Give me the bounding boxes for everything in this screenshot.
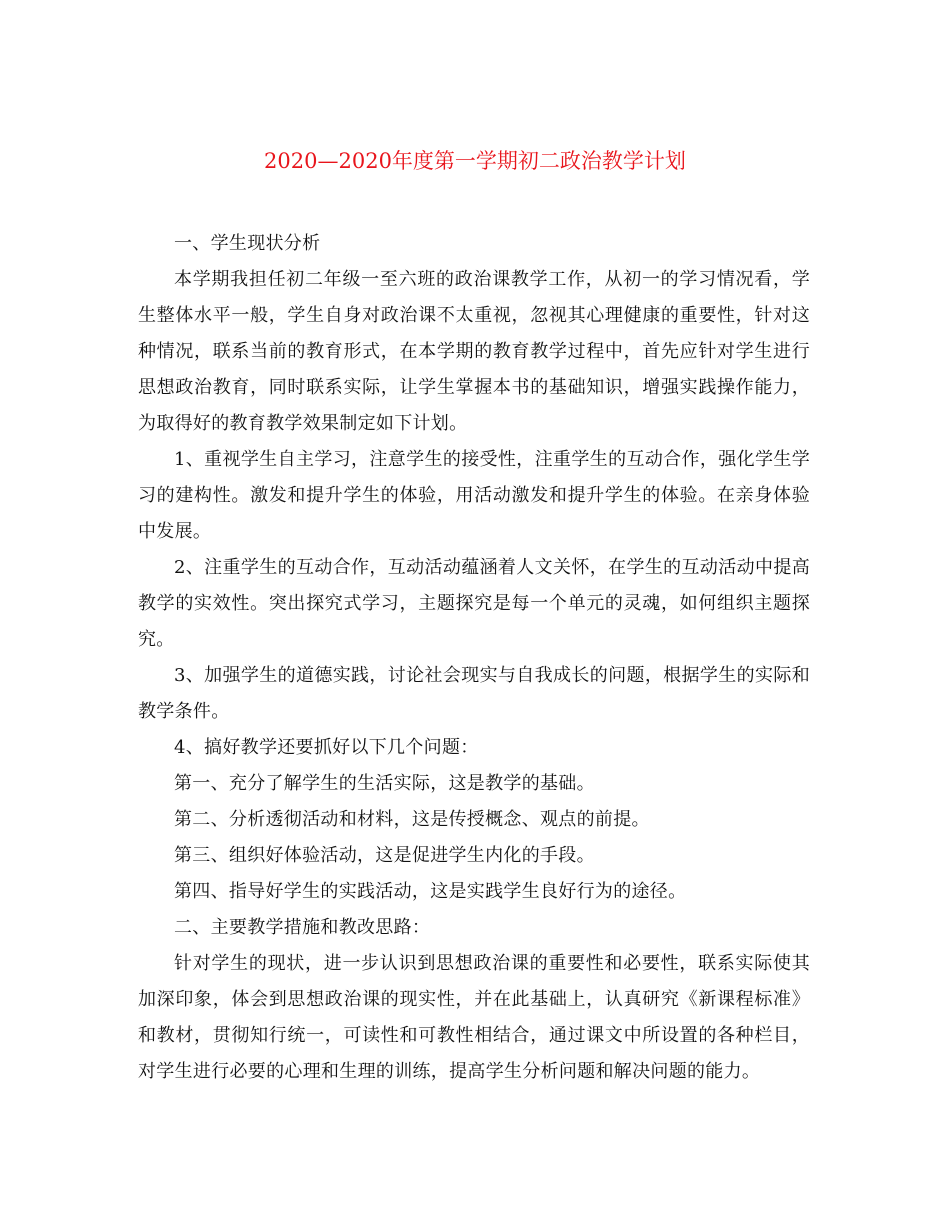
paragraph-point-4: 4、搞好教学还要抓好以下几个问题： — [174, 737, 479, 758]
section-heading-student-status: 一、学生现状分析 — [174, 233, 321, 254]
paragraph-status-analysis: 本学期我担任初二年级一至六班的政治课教学工作，从初一的学习情况看，学生整体水平一般，学生自身对政治课不太重视，忽视其心理健康的重要性，针对这种情况，联系当前的教育形式，在本学期的教育教学过程中，首先应针对学生进行思想政治教育，同时联系实际，让学生掌握本书的基础知识，增强实践操作能力，为取得好的教育教学效果制定如下计划。 — [138, 269, 810, 434]
list-item-third: 第三、组织好体验活动，这是促进学生内化的手段。 — [174, 845, 595, 866]
paragraph-measures: 针对学生的现状，进一步认识到思想政治课的重要性和必要性，联系实际使其加深印象，体会到思想政治课的现实性，并在此基础上，认真研究《新课程标准》和教材，贯彻知行统一，可读性和可教性相结合，通过课文中所设置的各种栏目，对学生进行必要的心理和生理的训练，提高学生分析问题和解决问题的能力。 — [138, 953, 810, 1082]
document-title: 2020—2020年度第一学期初二政治教学计划 — [264, 149, 686, 173]
list-item-fourth: 第四、指导好学生的实践活动，这是实践学生良好行为的途径。 — [174, 881, 687, 902]
document-body — [138, 226, 810, 1090]
list-item-second: 第二、分析透彻活动和材料，这是传授概念、观点的前提。 — [174, 809, 650, 830]
paragraph-point-3: 3、加强学生的道德实践，讨论社会现实与自我成长的问题，根据学生的实际和教学条件。 — [138, 665, 810, 722]
list-item-first: 第一、充分了解学生的生活实际，这是教学的基础。 — [174, 773, 595, 794]
section-heading-measures: 二、主要教学措施和教改思路： — [174, 917, 431, 938]
paragraph-point-1: 1、重视学生自主学习，注意学生的接受性，注重学生的互动合作，强化学生学习的建构性。激发和提升学生的体验，用活动激发和提升学生的体验。在亲身体验中发展。 — [138, 449, 810, 542]
paragraph-point-2: 2、注重学生的互动合作，互动活动蕴涵着人文关怀，在学生的互动活动中提高教学的实效性。突出探究式学习，主题探究是每一个单元的灵魂，如何组织主题探究。 — [138, 557, 810, 650]
